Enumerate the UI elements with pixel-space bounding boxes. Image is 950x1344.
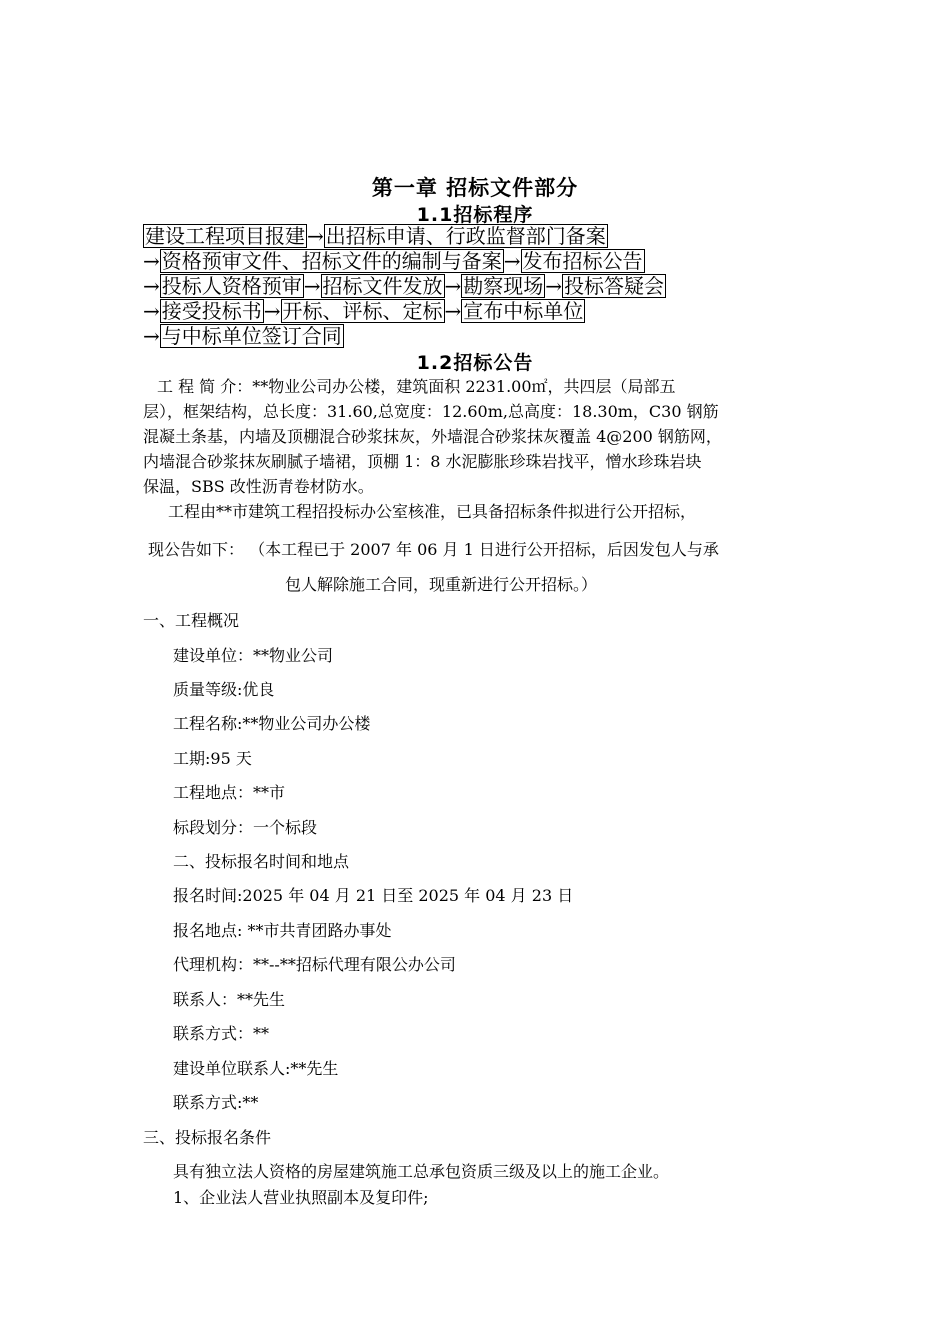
arrow-icon: → [545,274,563,298]
registration-item: 报名时间:2025 年 04 月 21 日至 2025 年 04 月 23 日 [173,886,574,905]
section-title-notice: 1.2招标公告 [416,352,534,374]
registration-item: 联系方式：** [173,1024,270,1043]
intro-line: 工 程 简 介：**物业公司办公楼，建筑面积 2231.00㎡，共四层（局部五 [157,377,676,396]
registration-item: 联系人：**先生 [173,990,286,1009]
section-heading-overview: 一、工程概况 [143,611,240,630]
flow-step: 宣布中标单位 [463,299,584,323]
arrow-icon: → [444,299,462,323]
flow-line-5 [143,323,344,349]
chapter-title: 第一章 招标文件部分 [371,176,579,200]
overview-item: 工期:95 天 [173,749,252,768]
conditions-item: 1、企业法人营业执照副本及复印件; [173,1188,429,1207]
intro-line: 保温，SBS 改性沥青卷材防水。 [143,477,374,496]
approval-line: 现公告如下： （本工程已于 2007 年 06 月 1 日进行公开招标，后因发包人与承 [148,540,719,559]
intro-line: 混凝土条基，内墙及顶棚混合砂浆抹灰，外墙混合砂浆抹灰覆盖 4@200 钢筋网， [143,427,722,446]
flow-step: 开标、评标、定标 [282,299,443,323]
flow-line-4 [143,298,585,324]
arrow-icon: → [307,224,324,248]
section-heading-conditions: 三、投标报名条件 [143,1128,272,1147]
flow-step: 出招标申请、行政监督部门备案 [325,224,606,248]
arrow-icon: → [143,274,160,298]
flow-step: 投标答疑会 [564,274,665,298]
approval-line: 工程由**市建筑工程招投标办公室核准，已具备招标条件拟进行公开招标， [168,502,697,521]
arrow-icon: → [303,274,321,298]
flow-line-2 [143,248,645,274]
flow-step: 发布招标公告 [522,249,643,273]
flow-step: 勘察现场 [463,274,544,298]
section-heading-registration: 二、投标报名时间和地点 [173,852,350,871]
overview-item: 工程地点：**市 [173,783,286,802]
flow-line-1 [143,223,608,249]
flow-step: 招标文件发放 [322,274,443,298]
registration-item: 报名地点: **市共青团路办事处 [173,921,392,940]
flow-line-3 [143,273,666,299]
flow-step: 建设工程项目报建 [145,224,305,248]
intro-line: 内墙混合砂浆抹灰刷腻子墙裙，顶棚 1：8 水泥膨胀珍珠岩找平，憎水珍珠岩块 [143,452,702,471]
overview-item: 工程名称:**物业公司办公楼 [173,714,371,733]
overview-item: 标段划分：一个标段 [173,818,318,837]
overview-item: 质量等级:优良 [173,680,275,699]
section-title-procedure: 1.1招标程序 [416,204,534,226]
arrow-icon: → [143,299,160,323]
flow-step: 接受投标书 [161,299,262,323]
registration-item: 建设单位联系人:**先生 [173,1059,339,1078]
registration-item: 联系方式:** [173,1093,259,1112]
arrow-icon: → [444,274,462,298]
arrow-icon: → [143,324,160,348]
conditions-body: 具有独立法人资格的房屋建筑施工总承包资质三级及以上的施工企业。 [173,1162,670,1181]
arrow-icon: → [263,299,281,323]
overview-item: 建设单位：**物业公司 [173,646,334,665]
flow-step: 投标人资格预审 [161,274,302,298]
flow-step: 资格预审文件、招标文件的编制与备案 [161,249,502,273]
registration-item: 代理机构：**--**招标代理有限公办公司 [173,955,456,974]
intro-line: 层），框架结构，总长度：31.60,总宽度：12.60m,总高度：18.30m，C30 钢筋 [143,402,719,421]
arrow-icon: → [143,249,160,273]
approval-line: 包人解除施工合同，现重新进行公开招标。） [285,575,598,594]
flow-step: 与中标单位签订合同 [161,324,342,348]
arrow-icon: → [503,249,521,273]
